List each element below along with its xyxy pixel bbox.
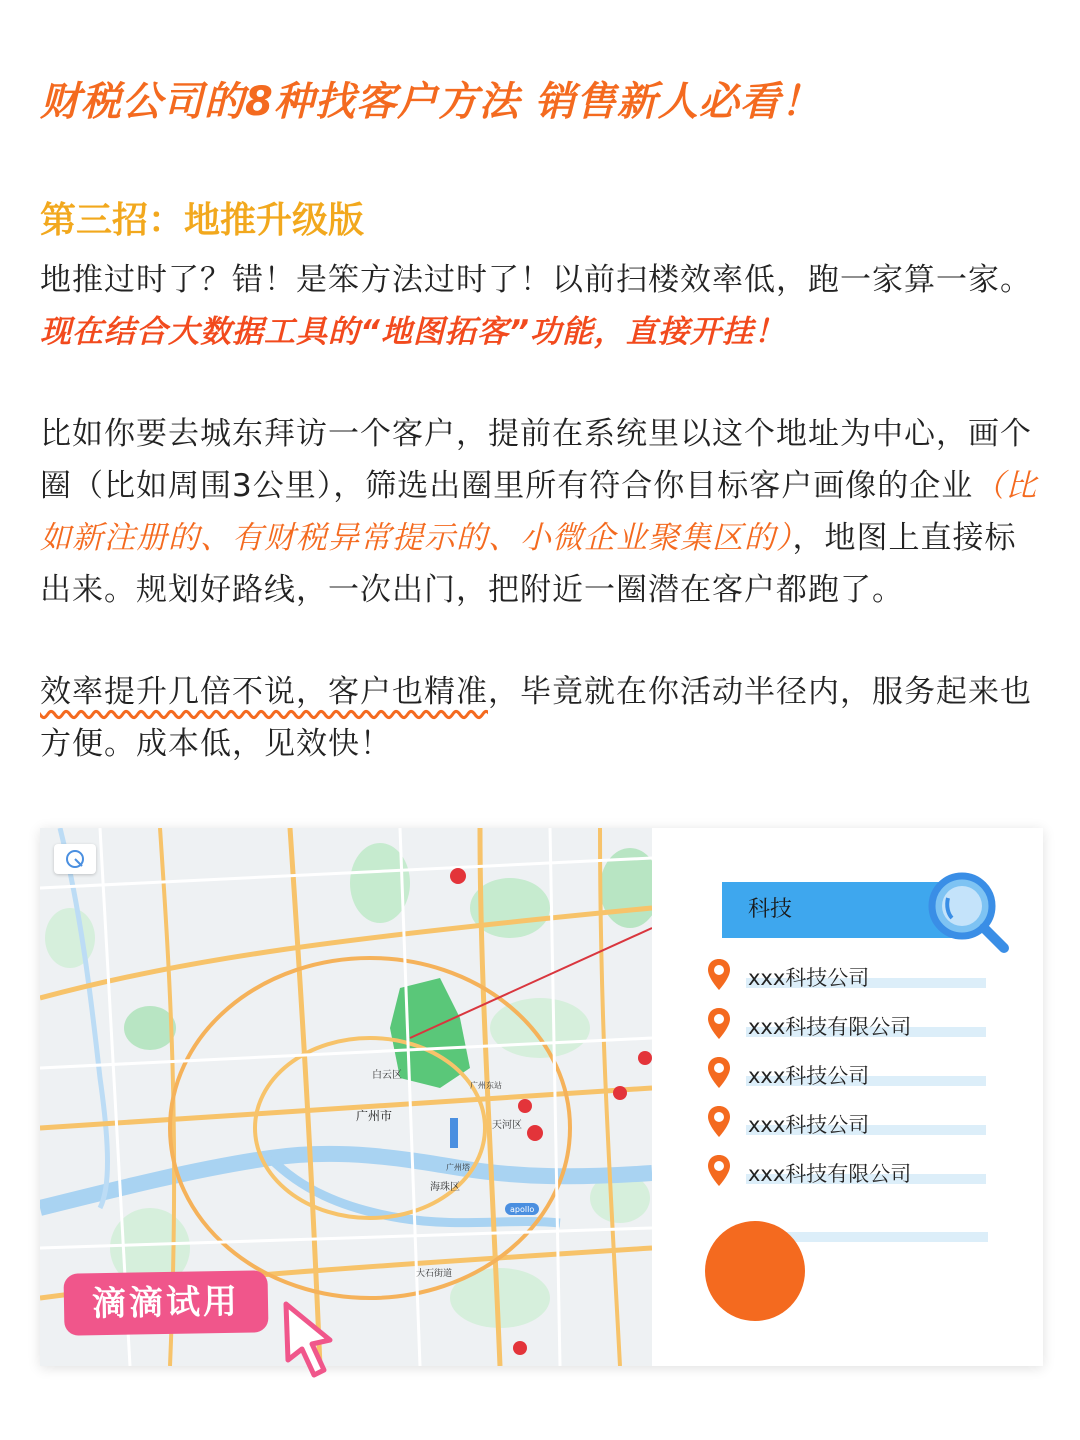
search-panel xyxy=(652,828,1043,1366)
paragraph-2 xyxy=(40,408,1040,616)
location-pin-icon xyxy=(706,1007,732,1041)
map-label-east-station: 广州东站 xyxy=(470,1081,502,1090)
result-item[interactable] xyxy=(706,958,996,998)
paragraph-2-text-b: ，地图上直接标出来。规划好路线，一次出门，把附近一圈潜在客户都跑了。 xyxy=(40,520,1017,608)
cursor-icon xyxy=(280,1300,340,1380)
search-bar[interactable]: 科技 xyxy=(722,882,962,938)
paragraph-3-underlined: 效率提升几倍不说，客户也精准 xyxy=(40,674,488,710)
map-label-dashi: 大石街道 xyxy=(416,1269,453,1279)
paragraph-3-text: ，毕竟就在你活动半径内，服务起来也方便。成本低，见效快！ xyxy=(40,674,1032,762)
page-title: 财税公司的8种找客户方法 销售新人必看！ xyxy=(40,79,822,125)
result-item[interactable] xyxy=(706,1007,996,1047)
result-name: xxx科技有限公司 xyxy=(748,1015,912,1039)
map-label-haizhu: 海珠区 xyxy=(430,1182,460,1193)
map-label-baiyun: 白云区 xyxy=(372,1070,402,1081)
location-pin-icon xyxy=(706,1056,732,1090)
location-pin-icon xyxy=(706,1105,732,1139)
map-label-apollo: apollo xyxy=(510,1205,535,1214)
orange-circle-decoration xyxy=(705,1221,805,1321)
paragraph-1 xyxy=(40,254,1040,358)
result-name: xxx科技有限公司 xyxy=(748,1162,912,1186)
result-name: xxx科技公司 xyxy=(748,1113,870,1137)
map-label-tianhe: 天河区 xyxy=(492,1120,522,1131)
magnifier-icon[interactable] xyxy=(922,868,1012,958)
paragraph-1-text: 地推过时了？错！是笨方法过时了！以前扫楼效率低，跑一家算一家。 xyxy=(40,262,1032,298)
location-pin-icon xyxy=(706,1154,732,1188)
result-item[interactable] xyxy=(706,1154,996,1194)
paragraph-2-highlight: （比如新注册的、有财税异常提示的、小微企业聚集区的） xyxy=(40,468,1038,556)
map-locate-icon[interactable] xyxy=(54,844,96,874)
section-subtitle: 第三招：地推升级版 xyxy=(40,200,365,241)
result-name: xxx科技公司 xyxy=(748,966,870,990)
map-label-canton-tower: 广州塔 xyxy=(446,1163,470,1172)
result-name: xxx科技公司 xyxy=(748,1064,870,1088)
paragraph-3 xyxy=(40,666,1040,770)
location-pin-icon xyxy=(706,958,732,992)
paragraph-2-text-a: 比如你要去城东拜访一个客户，提前在系统里以这个地址为中心，画个圈（比如周围3公里），筛选出圈里所有符合你目标客户画像的企业 xyxy=(40,416,1032,504)
result-item[interactable] xyxy=(706,1056,996,1096)
paragraph-1-highlight: 现在结合大数据工具的“地图拓客”功能，直接开挂！ xyxy=(40,314,786,350)
result-item[interactable] xyxy=(706,1105,996,1145)
didi-trial-badge[interactable]: 滴滴试用 xyxy=(63,1270,268,1336)
map-label-guangzhou: 广州市 xyxy=(356,1109,393,1123)
